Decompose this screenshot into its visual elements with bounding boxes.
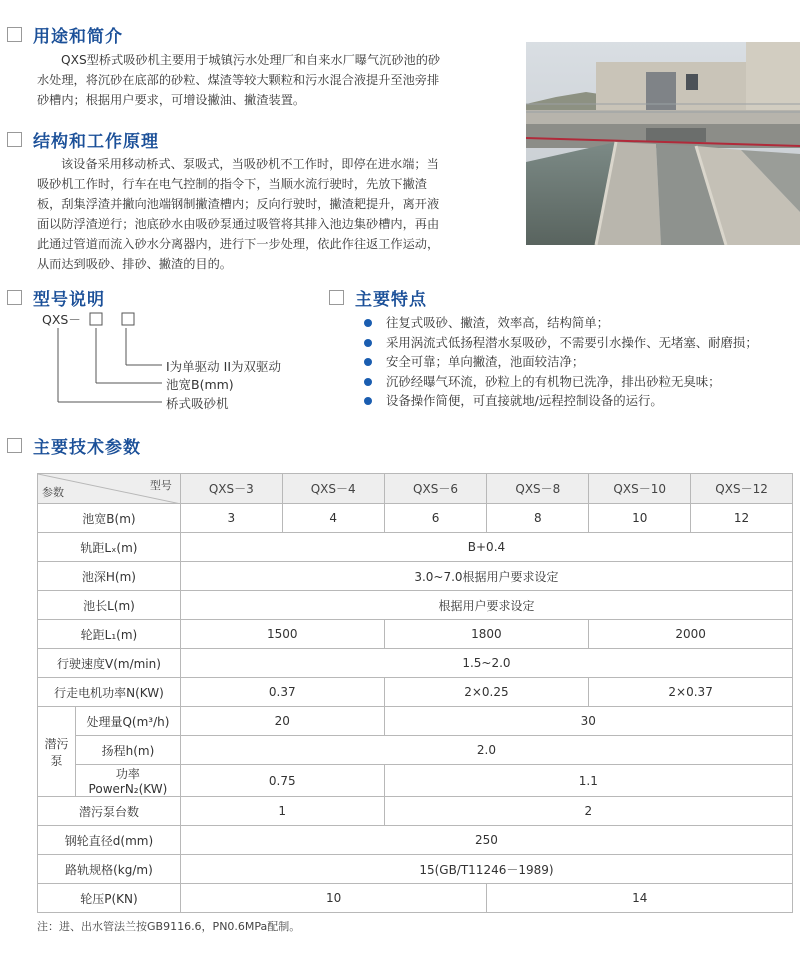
row-label: 功率PowerN₂(KW) [75, 765, 180, 797]
table-cell: 1.5~2.0 [180, 649, 792, 678]
feature-item: 往复式吸砂、撇渣，效率高，结构简单； [356, 313, 758, 333]
table-cell: 14 [487, 884, 793, 913]
table-cell: 15(GB/T11246－1989) [180, 855, 792, 884]
row-label: 轮距L₁(m) [38, 620, 181, 649]
row-label: 钢轮直径d(mm) [38, 826, 181, 855]
structure-paragraph [37, 154, 517, 274]
bullet-dot-icon [364, 378, 372, 386]
table-row [38, 855, 793, 884]
table-cell: 3.0~7.0根据用户要求设定 [180, 562, 792, 591]
feature-item: 沉砂经曝气环流，砂粒上的有机物已洗净，排出砂粒无臭味； [356, 372, 758, 392]
table-cell: 4 [282, 504, 384, 533]
bullet-dot-icon [364, 339, 372, 347]
table-row [38, 649, 793, 678]
intro-line: 砂槽内；根据用户要求，可增设撇油、撇渣装置。 [37, 93, 306, 107]
intro-line: 水处理，将沉砂在底部的砂粒、煤渣等较大颗粒和污水混合液提升至池旁排 [37, 73, 440, 87]
model-header: QXS－6 [384, 474, 487, 504]
table-row [38, 591, 793, 620]
structure-line: 此通过管道而流入砂水分离器内，进行下一步处理，依此作往返工作运动， [37, 237, 440, 251]
bullet-dot-icon [364, 397, 372, 405]
feature-item: 采用涡流式低扬程潜水泵吸砂，不需要引水操作、无堵塞、耐磨损； [356, 333, 758, 353]
table-cell: 2 [384, 797, 792, 826]
checkbox-square-icon [7, 438, 22, 453]
sand-pool-photo [526, 42, 800, 245]
row-label: 潜污泵台数 [38, 797, 181, 826]
table-row [38, 562, 793, 591]
model-label-width: 池宽B(mm) [166, 377, 234, 392]
section-title-features: 主要特点 [329, 285, 427, 310]
table-cell: 1 [180, 797, 384, 826]
table-cell: 6 [384, 504, 487, 533]
footnote: 注：进、出水管法兰按GB9116.6，PN0.6MPa配制。 [37, 920, 301, 933]
structure-line: 吸砂机工作时，行车在电气控制的指令下，当顺水流行驶时，先放下撇渣 [37, 177, 427, 191]
table-row [38, 797, 793, 826]
section-title-params: 主要技术参数 [7, 433, 141, 458]
section-title-structure: 结构和工作原理 [7, 127, 159, 152]
table-cell: 8 [487, 504, 589, 533]
model-label-drive: I为单驱动 II为双驱动 [166, 359, 282, 374]
model-diagram [42, 308, 322, 416]
table-row [38, 765, 793, 797]
features-list [356, 313, 758, 411]
bullet-dot-icon [364, 358, 372, 366]
table-row [38, 884, 793, 913]
table-cell: 根据用户要求设定 [180, 591, 792, 620]
row-label: 池长L(m) [38, 591, 181, 620]
table-cell: 0.75 [180, 765, 384, 797]
checkbox-square-icon [329, 290, 344, 305]
table-cell: 1800 [384, 620, 589, 649]
row-label: 轮压P(KN) [38, 884, 181, 913]
row-group-label: 潜污泵 [38, 707, 76, 797]
model-header: QXS－3 [180, 474, 282, 504]
table-cell: 2.0 [180, 736, 792, 765]
table-cell: 30 [384, 707, 792, 736]
table-cell: 20 [180, 707, 384, 736]
table-cell: 3 [180, 504, 282, 533]
table-cell: 1.1 [384, 765, 792, 797]
model-prefix: QXS－ [42, 312, 81, 327]
model-header: QXS－12 [691, 474, 793, 504]
table-cell: 250 [180, 826, 792, 855]
table-cell: 0.37 [180, 678, 384, 707]
row-label: 轨距Lₓ(m) [38, 533, 181, 562]
feature-item: 设备操作简便，可直接就地/远程控制设备的运行。 [356, 391, 758, 411]
structure-line: 面以防浮渣逆行；池底砂水由吸砂泵通过吸管将其排入池边集砂槽内，再由 [37, 217, 440, 231]
checkbox-square-icon [7, 132, 22, 147]
model-header: QXS－8 [487, 474, 589, 504]
row-label: 处理量Q(m³/h) [75, 707, 180, 736]
row-label: 池深H(m) [38, 562, 181, 591]
table-row [38, 504, 793, 533]
feature-item: 安全可靠；单向撇渣，池面较洁净； [356, 352, 758, 372]
corner-param-label: 参数 [42, 486, 64, 499]
table-header-row [38, 474, 793, 504]
model-header: QXS－10 [589, 474, 691, 504]
section-title-model: 型号说明 [7, 285, 105, 310]
checkbox-square-icon [7, 27, 22, 42]
intro-paragraph [37, 50, 517, 110]
spec-table [37, 473, 793, 913]
structure-line: 从而达到吸砂、排砂、撇渣的目的。 [37, 257, 232, 271]
table-row [38, 707, 793, 736]
table-corner-cell [38, 474, 181, 504]
structure-line: 该设备采用移动桥式、泵吸式，当吸砂机不工作时，即停在进水端；当 [61, 157, 439, 171]
intro-line: QXS型桥式吸砂机主要用于城镇污水处理厂和自来水厂曝气沉砂池的砂 [61, 53, 441, 67]
table-row [38, 736, 793, 765]
row-label: 行走电机功率N(KW) [38, 678, 181, 707]
table-cell: 12 [691, 504, 793, 533]
table-cell: 10 [589, 504, 691, 533]
table-cell: 1500 [180, 620, 384, 649]
row-label: 行驶速度V(m/min) [38, 649, 181, 678]
structure-line: 板，刮集浮渣并撇向池端钢制撇渣槽内；反向行驶时，撇渣耙提升，离开液 [37, 197, 440, 211]
table-row [38, 678, 793, 707]
table-cell: 2×0.37 [589, 678, 793, 707]
table-row [38, 620, 793, 649]
bullet-dot-icon [364, 319, 372, 327]
model-header: QXS－4 [282, 474, 384, 504]
row-label: 路轨规格(kg/m) [38, 855, 181, 884]
table-row [38, 826, 793, 855]
table-cell: B+0.4 [180, 533, 792, 562]
row-label: 池宽B(m) [38, 504, 181, 533]
table-cell: 10 [180, 884, 487, 913]
table-cell: 2000 [589, 620, 793, 649]
table-row [38, 533, 793, 562]
table-cell: 2×0.25 [384, 678, 589, 707]
row-label: 扬程h(m) [75, 736, 180, 765]
checkbox-square-icon [7, 290, 22, 305]
section-title-intro: 用途和简介 [7, 22, 123, 47]
corner-model-label: 型号 [149, 479, 172, 492]
model-label-type: 桥式吸砂机 [166, 396, 229, 411]
